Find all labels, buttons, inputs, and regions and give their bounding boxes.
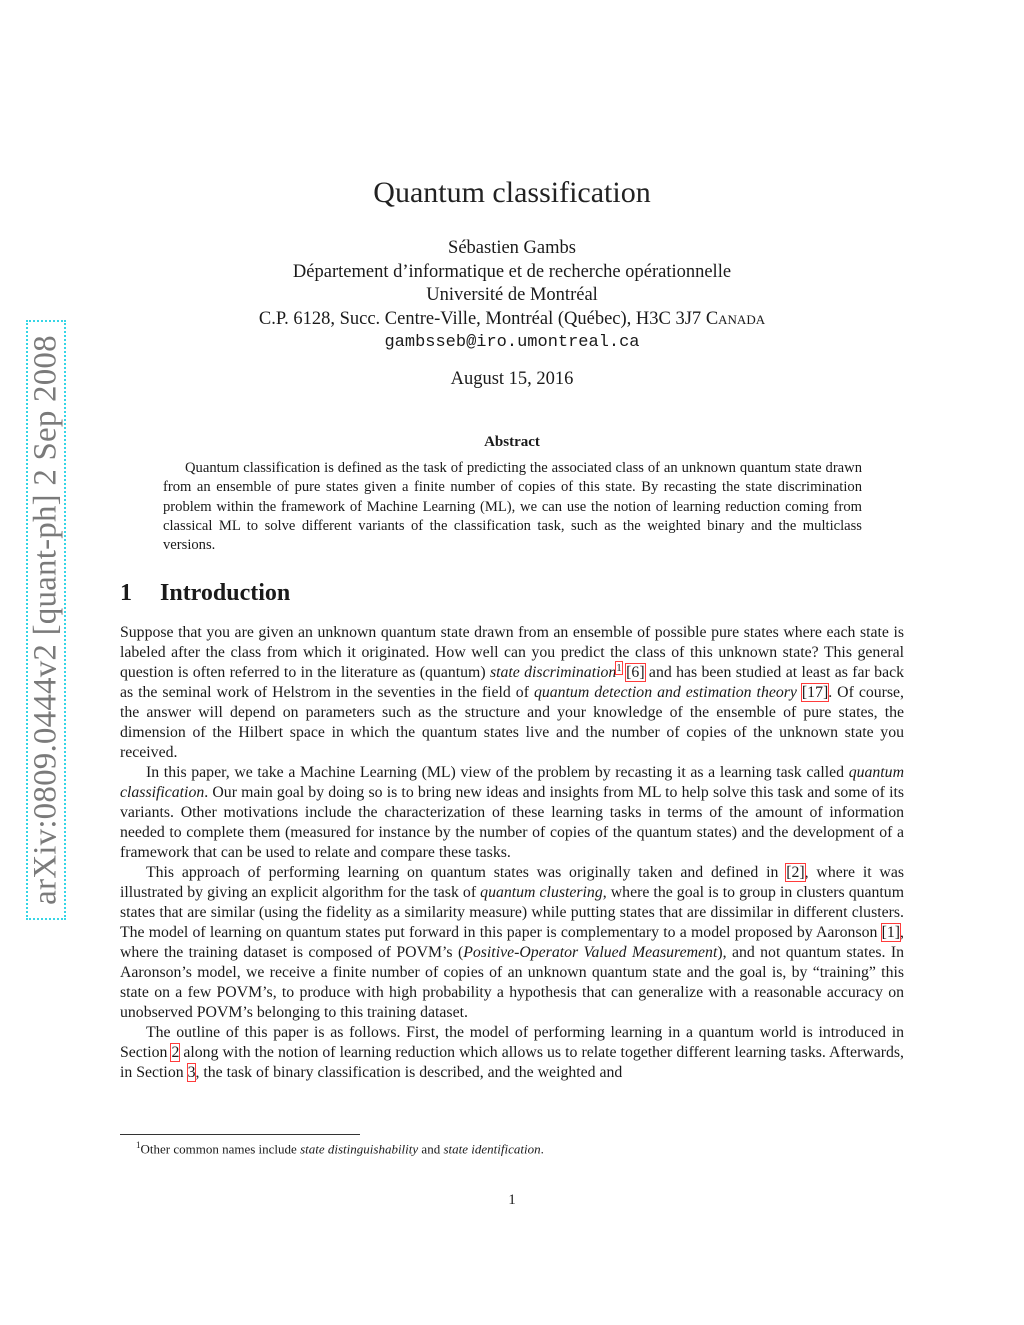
section-title: Introduction: [160, 580, 291, 606]
citation-link-17[interactable]: [17]: [801, 684, 829, 701]
footnote-link-1[interactable]: 1: [616, 661, 622, 674]
author-country: Canada: [705, 308, 766, 329]
p1-text-e: . Of course, the answer will depend on parameters such as the structure and your knowledge of the ensemble of pure states, the dimension of the Hilbert space in which the quantum states live and the number of copies of the unknown state you received.: [120, 684, 904, 761]
p3-text-b: , where it was illustrated by giving an explicit algorithm for the task of: [120, 864, 904, 901]
p1-text-c: and has been studied at least as far back as the seminal work of Helstrom in the seventies in the field of: [120, 664, 904, 701]
author-email[interactable]: gambsseb@iro.umontreal.ca: [384, 333, 640, 352]
section-link-2[interactable]: 2: [171, 1044, 180, 1061]
section-link-3[interactable]: 3: [187, 1064, 196, 1081]
introduction-body: [120, 623, 904, 1083]
footnote-1: [120, 1137, 904, 1157]
footnote-mark: 1: [136, 1140, 141, 1150]
citation-link-1[interactable]: [1]: [881, 924, 901, 941]
author-block: [120, 237, 904, 355]
author-university: Université de Montréal: [426, 285, 598, 305]
citation-link-2[interactable]: [2]: [786, 864, 805, 881]
abstract-body: Quantum classification is defined as the task of predicting the associated class of an unknown quantum state drawn from an ensemble of pure states given a finite number of copies of this state. By recasting the state discrimination problem within the framework of Machine Learning (ML), we can use the notion of learning reduction coming from classical ML to solve different variants of the classification task, such as the weighted binary and the multiclass versions.: [163, 460, 862, 554]
footnote-emphasis-identification: state identification: [443, 1141, 541, 1157]
p3-text-c: , where the goal is to group in clusters quantum states that are similar (using the fidelity as a similarity measure) while putting states that are dissimilar in different clusters. The model of learning on quantum states put forward in this paper is complementary to a model proposed by Aaronson: [120, 884, 904, 941]
p2-text-b: . Our main goal by doing so is to bring new ideas and insights from ML to help solve this task and some of its variants. Other motivations include the characterization of these learning tasks in terms of the amount of information needed to complete them (measured for instance by the number of copies of the quantum states) and the development of a framework that can be used to relate and compare these tasks.: [120, 784, 904, 861]
section-number: 1: [120, 580, 132, 606]
p4-text-b: along with the notion of learning reduction which allows us to relate together different learning tasks. Afterwards, in Section: [120, 1044, 905, 1081]
p3-text-d: , where the training dataset is composed of POVM’s (: [120, 924, 904, 961]
p4-text-c: , the task of binary classification is described, and the weighted and: [195, 1064, 623, 1081]
p1-emphasis-state-discrimination: state discrimination: [489, 664, 617, 681]
paper-date: August 15, 2016: [450, 369, 574, 389]
author-department: Département d’informatique et de recherche opérationnelle: [292, 261, 732, 282]
author-address: [120, 308, 904, 332]
paragraph-1: [120, 623, 904, 763]
paragraph-4: [120, 1023, 904, 1083]
footnote-emphasis-distinguishability: state distinguishability: [300, 1141, 419, 1157]
paragraph-2: [120, 763, 904, 863]
author-address-line: C.P. 6128, Succ. Centre-Ville, Montréal (Québec), H3C 3J7: [258, 308, 702, 329]
author-name: Sébastien Gambs: [448, 238, 576, 258]
section-heading-introduction: [120, 580, 290, 607]
p3-text-a: This approach of performing learning on quantum states was originally taken and defined in: [146, 864, 787, 881]
p1-text-a: Suppose that you are given an unknown quantum state drawn from an ensemble of possible pure states where each state is labeled after the class from which it originated. How well can you predict the class of this unknown state? This general question is often referred to in the literature as (quantum): [120, 624, 904, 681]
arxiv-identifier-stamp[interactable]: [26, 320, 66, 920]
p2-text-a: In this paper, we take a Machine Learning (ML) view of the problem by recasting it as a learning task called: [146, 764, 849, 781]
citation-link-6[interactable]: [6]: [626, 664, 645, 681]
p4-text-a: The outline of this paper is as follows. First, the model of performing learning in a quantum world is introduced in Section: [120, 1024, 904, 1061]
p3-text-e: ), and not quantum states. In Aaronson’s model, we receive a finite number of copies of an unknown quantum state and the goal is, by “training” this state on a few POVM’s, to produce with high probability a hypothesis that can generalize with a reasonable accuracy on unobserved POVM’s belonging to this training dataset.: [120, 944, 904, 1021]
footnote-text-b: and: [418, 1141, 444, 1157]
p2-emphasis-quantum-classification: quantum classification: [120, 764, 904, 801]
abstract-heading: Abstract: [484, 434, 540, 450]
p1-emphasis-detection-theory: quantum detection and estimation theory: [533, 684, 797, 701]
footnote-text-c: .: [540, 1141, 544, 1157]
paper-title: Quantum classification: [373, 176, 651, 209]
arxiv-identifier-text: arXiv:0809.0444v2 [quant-ph] 2 Sep 2008: [27, 335, 64, 905]
footnote-divider: [120, 1134, 360, 1135]
page-number: 1: [508, 1192, 516, 1208]
paragraph-3: [120, 863, 904, 1023]
footnote-text-a: Other common names include: [140, 1141, 301, 1157]
p3-emphasis-povm: Positive-Operator Valued Measurement: [463, 944, 718, 961]
p3-emphasis-quantum-clustering: quantum clustering: [480, 884, 603, 901]
